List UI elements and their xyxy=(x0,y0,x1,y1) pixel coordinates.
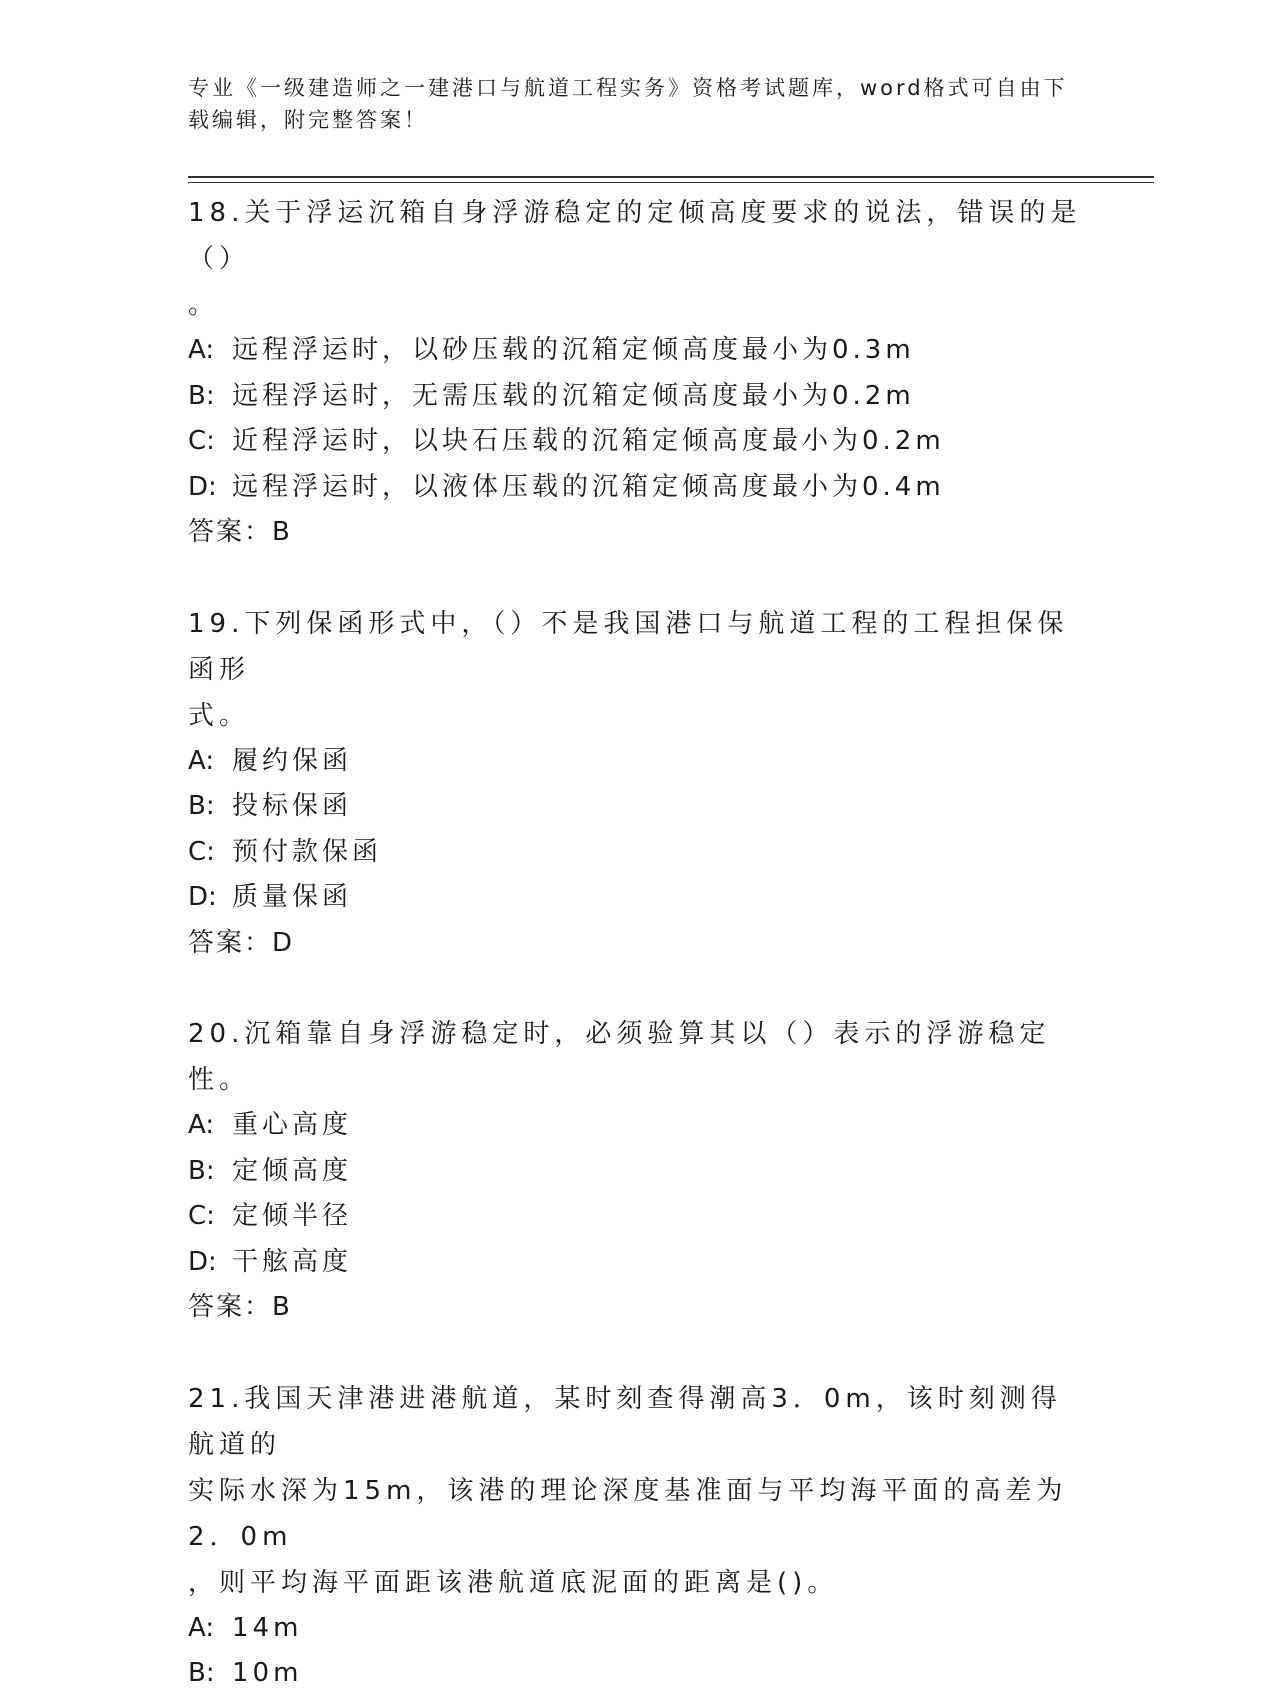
option-d xyxy=(188,465,1088,511)
page-header: 专业《一级建造师之一建港口与航道工程实务》资格考试题库，word格式可自由下载编辑，附完整答案！ xyxy=(188,76,1068,132)
option-a xyxy=(188,1103,1088,1149)
question-stem-line: 20.沉箱靠自身浮游稳定时，必须验算其以（）表示的浮游稳定性。 xyxy=(188,1019,1051,1095)
option-letter: A: xyxy=(188,335,215,365)
option-text: 履约保函 xyxy=(232,745,353,776)
option-letter: C: xyxy=(188,836,215,867)
option-a xyxy=(188,739,1088,785)
option-text: 重心高度 xyxy=(232,1110,353,1140)
option-letter: A: xyxy=(188,1110,215,1140)
question-stem-line: 21.我国天津港进港航道，某时刻查得潮高3．0m，该时刻测得航道的 xyxy=(188,1383,1062,1460)
answer-line: 答案：B xyxy=(188,517,292,547)
option-c xyxy=(188,1194,1088,1240)
question-18 xyxy=(188,190,1088,556)
option-letter: B: xyxy=(188,1658,215,1688)
option-b xyxy=(188,1149,1088,1195)
option-letter: B: xyxy=(188,791,215,821)
option-text: 干舷高度 xyxy=(232,1246,353,1277)
option-b xyxy=(188,784,1088,830)
option-letter: D: xyxy=(188,882,217,912)
option-text: 定倾半径 xyxy=(232,1201,353,1231)
question-list xyxy=(188,190,1088,1697)
option-text: 远程浮运时，以液体压载的沉箱定倾高度最小为0.4m xyxy=(232,471,945,502)
answer-line: 答案：B xyxy=(188,1292,292,1322)
question-stem-line: ，则平均海平面距该港航道底泥面的距离是()。 xyxy=(188,1567,839,1598)
question-stem-line: 19.下列保函形式中，（）不是我国港口与航道工程的工程担保保函形 xyxy=(188,608,1069,685)
option-a xyxy=(188,328,1088,374)
question-stem-line: 式。 xyxy=(188,700,251,731)
option-text: 近程浮运时，以块石压载的沉箱定倾高度最小为0.2m xyxy=(232,426,945,456)
option-text: 14m xyxy=(232,1612,303,1643)
option-letter: D: xyxy=(188,471,217,502)
option-letter: A: xyxy=(188,1612,215,1643)
option-text: 远程浮运时，以砂压载的沉箱定倾高度最小为0.3m xyxy=(232,335,915,365)
header-rule-thin xyxy=(188,182,1154,183)
option-text: 远程浮运时，无需压载的沉箱定倾高度最小为0.2m xyxy=(232,380,915,411)
option-text: 10m xyxy=(232,1658,303,1688)
option-text: 质量保函 xyxy=(232,882,353,912)
option-letter: C: xyxy=(188,1201,215,1231)
option-letter: C: xyxy=(188,426,215,456)
option-c xyxy=(188,830,1088,876)
option-letter: B: xyxy=(188,1155,215,1186)
header-rule-thick xyxy=(188,176,1154,178)
option-d xyxy=(188,875,1088,921)
option-c xyxy=(188,419,1088,465)
option-b xyxy=(188,374,1088,420)
option-a xyxy=(188,1606,1088,1652)
answer-line: 答案：D xyxy=(188,927,295,958)
option-text: 定倾高度 xyxy=(232,1155,353,1186)
question-stem-line: 18.关于浮运沉箱自身浮游稳定的定倾高度要求的说法，错误的是（） xyxy=(188,198,1082,274)
question-19 xyxy=(188,601,1088,967)
option-letter: D: xyxy=(188,1246,217,1277)
option-text: 预付款保函 xyxy=(232,836,383,867)
option-b xyxy=(188,1651,1088,1697)
option-text: 投标保函 xyxy=(232,791,353,821)
option-d xyxy=(188,1240,1088,1286)
question-21 xyxy=(188,1376,1088,1697)
option-letter: A: xyxy=(188,745,215,776)
question-stem-line: 实际水深为15m，该港的理论深度基准面与平均海平面的高差为2．0m xyxy=(188,1475,1068,1552)
question-20 xyxy=(188,1011,1088,1331)
question-stem-line: 。 xyxy=(188,290,220,320)
option-letter: B: xyxy=(188,380,215,411)
